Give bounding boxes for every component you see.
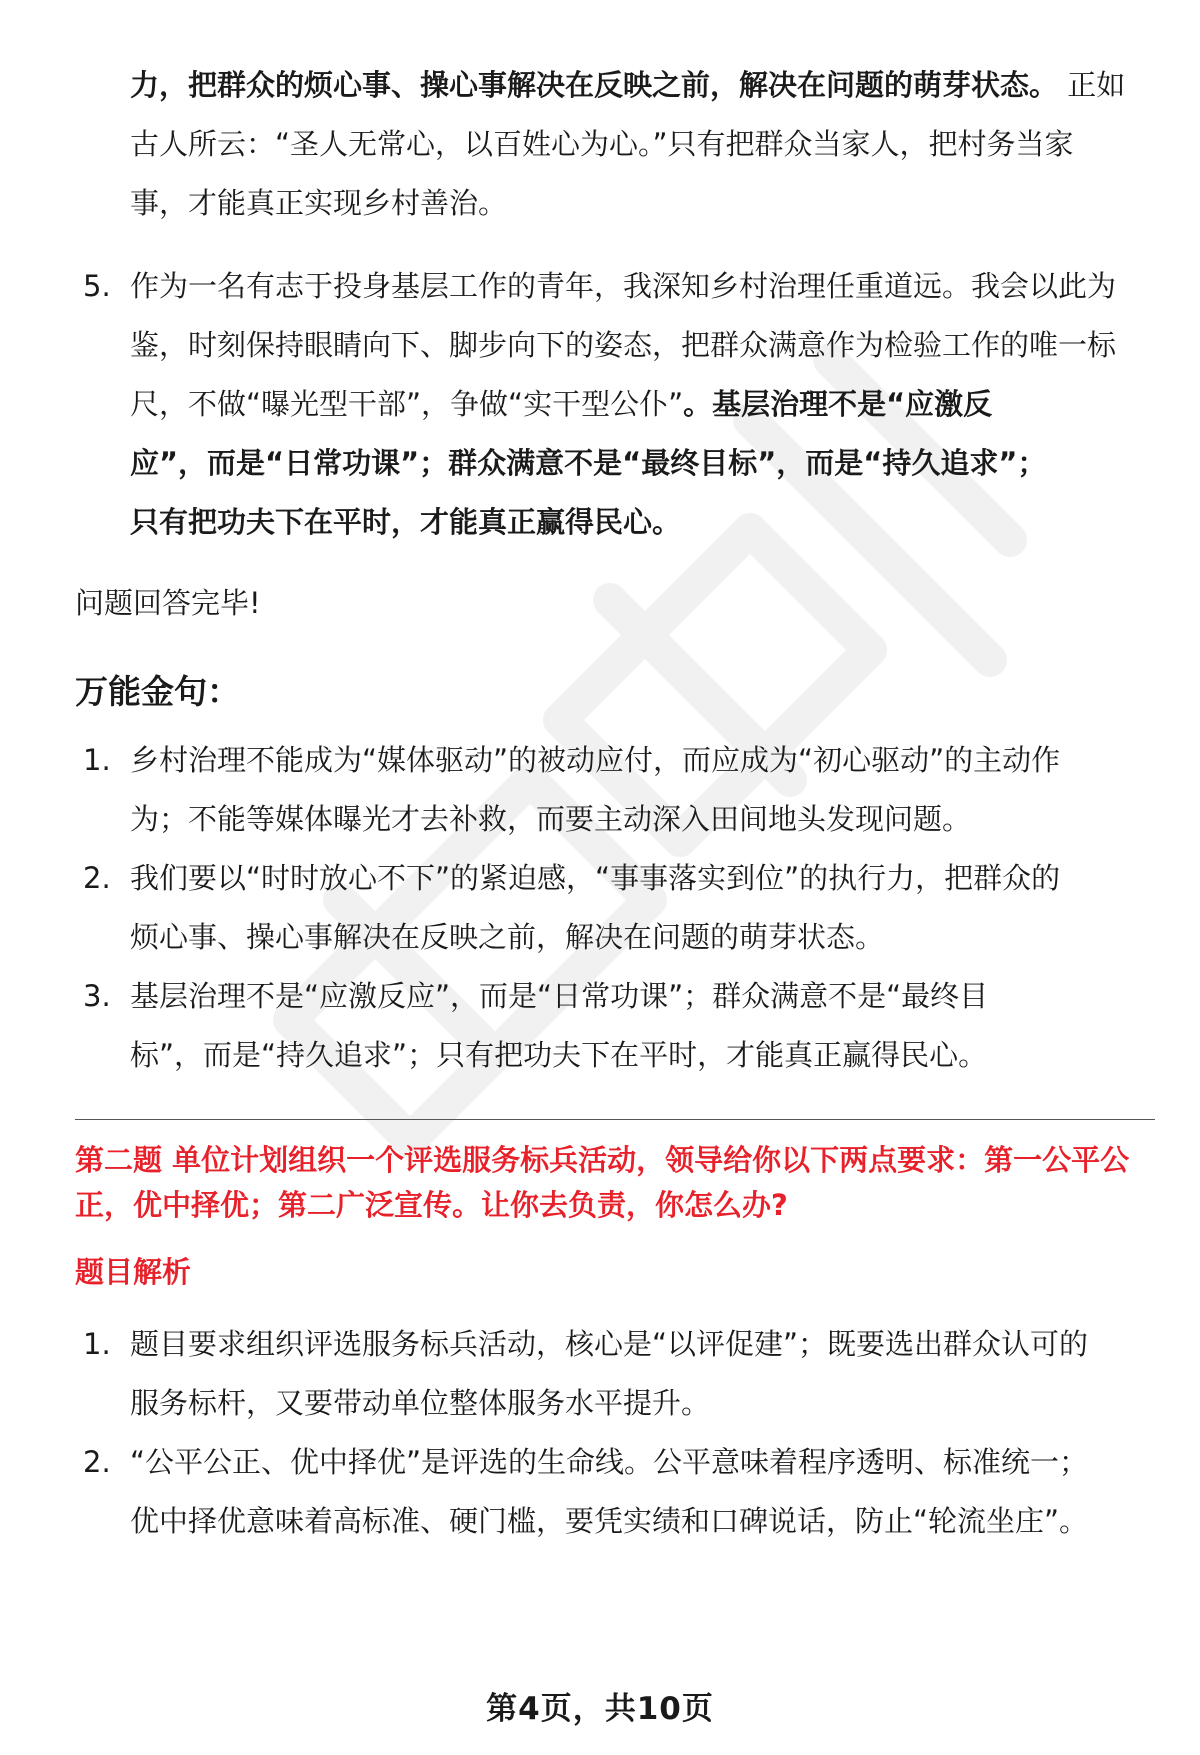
analysis-list bbox=[75, 1315, 1155, 1551]
list-item-number: 5. bbox=[83, 269, 111, 303]
golden-sentences-heading: 万能金句： bbox=[75, 672, 240, 711]
continuation-bold-lead: 力，把群众的烦心事、操心事解决在反映之前，解决在问题的萌芽状态。 bbox=[130, 68, 1059, 102]
question2-title-line1: 第二题 单位计划组织一个评选服务标兵活动，领导给你以下两点要求：第一公平公 bbox=[75, 1143, 1130, 1177]
list-item bbox=[75, 731, 1155, 849]
item5-line3-normal: 尺，不做“曝光型干部”，争做“实干型公仆” bbox=[130, 387, 684, 421]
list-item-line: 优中择优意味着高标准、硬门槛，要凭实绩和口碑说话，防止“轮流坐庄”。 bbox=[130, 1504, 1089, 1538]
list-item-line: 我们要以“时时放心不下”的紧迫感，“事事落实到位”的执行力，把群众的 bbox=[130, 861, 1061, 895]
list-item-number: 1. bbox=[83, 743, 111, 777]
continuation-paragraph bbox=[75, 56, 1155, 233]
item5-line5: 只有把功夫下在平时，才能真正赢得民心。 bbox=[130, 505, 682, 539]
list-item-number: 1. bbox=[83, 1327, 111, 1361]
continuation-line2: 古人所云：“圣人无常心，以百姓心为心。”只有把群众当家人，把村务当家 bbox=[130, 127, 1074, 161]
list-item-line: 基层治理不是“应激反应”，而是“日常功课”；群众满意不是“最终目 bbox=[130, 979, 989, 1013]
list-item bbox=[75, 849, 1155, 967]
list-item-line: 标”，而是“持久追求”；只有把功夫下在平时，才能真正赢得民心。 bbox=[130, 1038, 988, 1072]
list-item-line: 烦心事、操心事解决在反映之前，解决在问题的萌芽状态。 bbox=[130, 920, 885, 954]
analysis-heading: 题目解析 bbox=[75, 1255, 192, 1289]
question2-title-line2: 正，优中择优；第二广泛宣传。让你去负责，你怎么办? bbox=[75, 1188, 788, 1222]
item5-line3-bold: 。基层治理不是“应激反 bbox=[683, 387, 993, 421]
list-item-line: 服务标杆，又要带动单位整体服务水平提升。 bbox=[130, 1386, 711, 1420]
list-item-line: “公平公正、优中择优”是评选的生命线。公平意味着程序透明、标准统一； bbox=[130, 1445, 1089, 1479]
list-item-line: 乡村治理不能成为“媒体驱动”的被动应付，而应成为“初心驱动”的主动作 bbox=[130, 743, 1061, 777]
page-number-footer: 第4页，共10页 bbox=[486, 1691, 714, 1727]
answer-complete-text: 问题回答完毕! bbox=[75, 586, 261, 620]
page-content bbox=[75, 56, 1155, 1551]
list-item bbox=[75, 1315, 1155, 1433]
section-divider bbox=[75, 1119, 1155, 1120]
question2-title bbox=[75, 1138, 1155, 1228]
list-item-line: 题目要求组织评选服务标兵活动，核心是“以评促建”；既要选出群众认可的 bbox=[130, 1327, 1089, 1361]
list-item-number: 2. bbox=[83, 861, 111, 895]
continuation-line3: 事，才能真正实现乡村善治。 bbox=[130, 186, 508, 220]
continuation-line1-rest: 正如 bbox=[1058, 68, 1126, 102]
list-item-number: 3. bbox=[83, 979, 111, 1013]
item5-line2: 鉴，时刻保持眼睛向下、脚步向下的姿态，把群众满意作为检验工作的唯一标 bbox=[130, 328, 1117, 362]
item5-line4: 应”，而是“日常功课”；群众满意不是“最终目标”，而是“持久追求”； bbox=[130, 446, 1047, 480]
list-item bbox=[75, 1433, 1155, 1551]
item5-line1: 作为一名有志于投身基层工作的青年，我深知乡村治理任重道远。我会以此为 bbox=[130, 269, 1117, 303]
list-item bbox=[75, 967, 1155, 1085]
list-item-line: 为；不能等媒体曝光才去补救，而要主动深入田间地头发现问题。 bbox=[130, 802, 972, 836]
list-item-number: 2. bbox=[83, 1445, 111, 1479]
golden-sentences-list bbox=[75, 731, 1155, 1085]
list-item-5 bbox=[75, 257, 1155, 552]
